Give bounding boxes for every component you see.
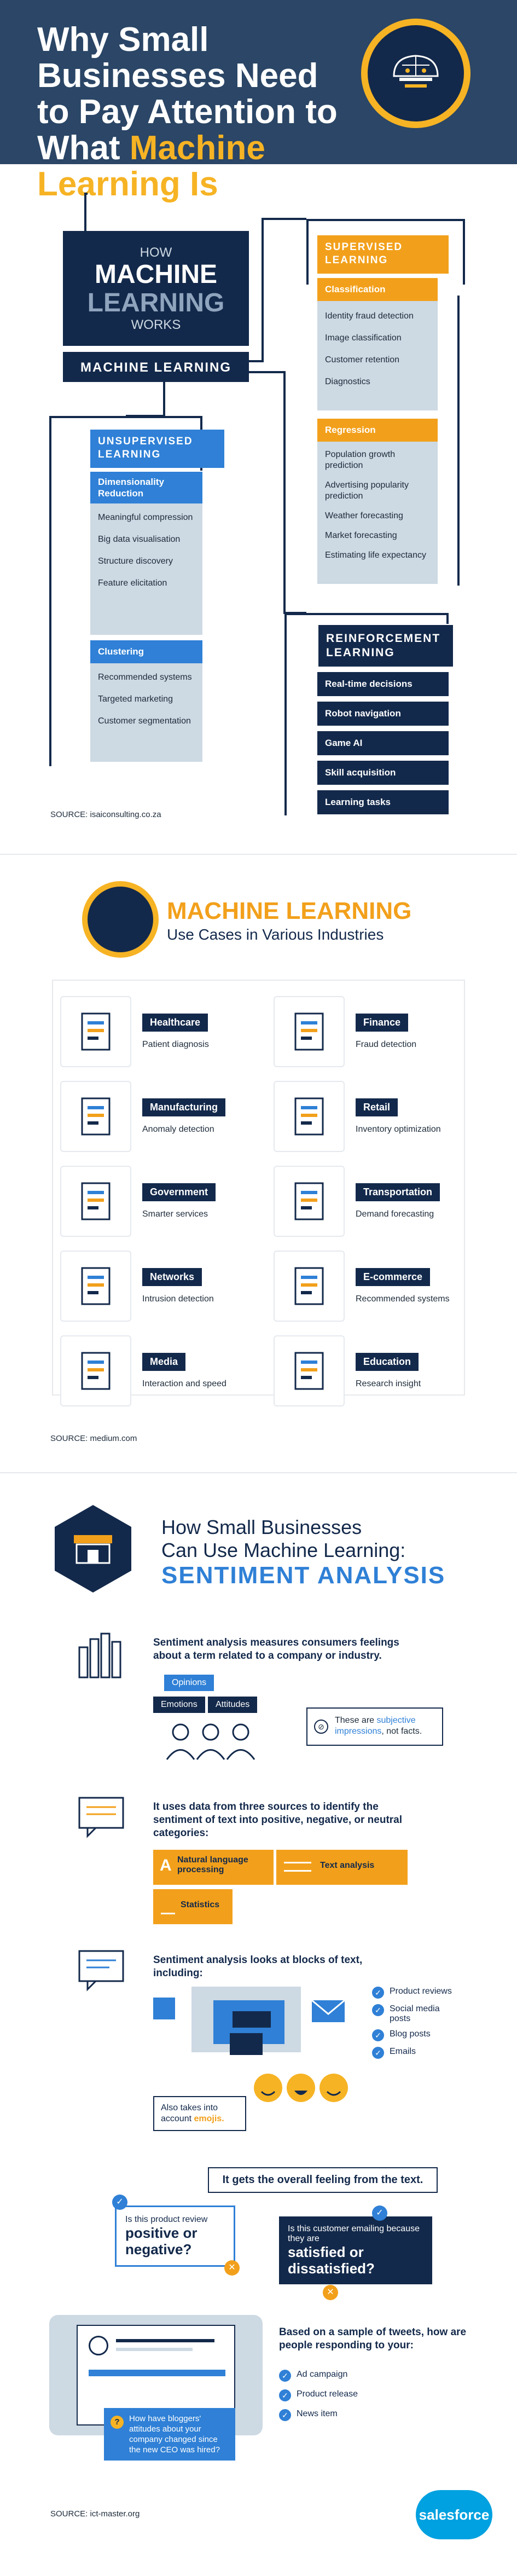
regression-label: Regression [317, 419, 438, 442]
section-divider [0, 854, 517, 855]
emoji-note-prefix: Also takes into account [161, 2103, 218, 2123]
title-line2: Can Use Machine Learning: [161, 1539, 406, 1561]
check-list-item [372, 2047, 460, 2059]
list-item: Meaningful compression [98, 513, 193, 522]
use-case-label: Retail [356, 1098, 398, 1116]
bloggers-text: How have bloggers' attitudes about your company changed since the new CEO was hired? [129, 2414, 220, 2455]
people-icon [159, 1718, 263, 1762]
reinforcement-title: REINFORCEMENT LEARNING [317, 624, 454, 668]
check-list-item [279, 2389, 410, 2401]
reinforcement-side-line [284, 624, 312, 815]
close-icon: ✕ [323, 2285, 338, 2300]
use-case-item [274, 1251, 492, 1327]
overall-feeling: It gets the overall feeling from the text. [208, 2167, 438, 2193]
list-item: Product release [297, 2389, 358, 2399]
list-item: Population growth prediction [325, 450, 396, 470]
use-case-description: Research insight [356, 1379, 421, 1388]
use-case-label: Media [142, 1353, 185, 1371]
sentiment-title [161, 1516, 445, 1587]
supervised-side-line [438, 296, 460, 586]
list-item: Ad campaign [297, 2370, 348, 2379]
classification-label: Classification [317, 278, 438, 301]
use-case-description: Fraud detection [356, 1040, 417, 1049]
use-case-description: Recommended systems [356, 1294, 450, 1304]
header-banner [0, 0, 517, 203]
list-item: Targeted marketing [98, 694, 173, 704]
list-item: Skill acquisition [317, 761, 449, 785]
list-item: Game AI [317, 731, 449, 755]
emoji-note-highlight: emojis. [194, 2114, 224, 2123]
emoji-faces-icon [252, 2069, 350, 2107]
document-icon [77, 1948, 126, 1992]
dimensionality-label: Dimensionality Reduction [90, 472, 202, 503]
list-item: Advertising popularity prediction [325, 481, 409, 501]
use-case-label: Education [356, 1353, 419, 1371]
no-icon: ⊘ [314, 1720, 328, 1734]
use-case-description: Anomaly detection [142, 1125, 214, 1134]
boxes-icon [274, 1081, 345, 1152]
content-blocks-illustration [153, 1987, 356, 2063]
question-icon: ? [111, 2416, 124, 2429]
question-2 [279, 2216, 432, 2284]
hero-line3: LEARNING [87, 288, 225, 317]
check-icon: ✓ [372, 2029, 384, 2041]
list-item: News item [297, 2409, 338, 2418]
use-case-description: Intrusion detection [142, 1294, 214, 1304]
use-case-item [60, 1251, 279, 1327]
check-icon: ✓ [112, 2195, 127, 2210]
bubble-attitudes: Attitudes [208, 1697, 257, 1713]
check-icon: ✓ [279, 2409, 291, 2421]
check-list-item [372, 2004, 460, 2024]
bar-chart-icon [77, 1631, 126, 1680]
check-list-item [372, 1987, 460, 1999]
chat-bubble-icon [77, 1795, 126, 1839]
dimensionality-list [90, 503, 202, 635]
road-icon [274, 1166, 345, 1237]
use-case-label: Manufacturing [142, 1098, 225, 1116]
use-case-label: Healthcare [142, 1014, 208, 1032]
clipboard-icon [60, 996, 131, 1067]
section-divider [0, 1472, 517, 1473]
use-case-description: Smarter services [142, 1209, 208, 1219]
check-icon: ✓ [372, 2205, 387, 2221]
check-icon: ✓ [372, 1987, 384, 1999]
para-4: Based on a sample of tweets, how are people responding to your: [279, 2326, 467, 2351]
blocks-list [372, 1987, 460, 2059]
list-item: Robot navigation [317, 702, 449, 726]
source-text: SOURCE: isaiconsulting.co.za [50, 810, 161, 819]
note-highlight: subjective impressions [335, 1716, 416, 1736]
clustering-list [90, 663, 202, 762]
list-item: Blog posts [390, 2029, 431, 2039]
unsupervised-title: UNSUPERVISED LEARNING [90, 430, 224, 468]
list-item: Customer segmentation [98, 716, 191, 726]
use-case-item [274, 1166, 492, 1242]
use-case-label: Networks [142, 1268, 202, 1286]
ml-bar: MACHINE LEARNING [63, 350, 249, 382]
q1-prefix: Is this product review [125, 2215, 208, 2224]
check-list-item [279, 2409, 410, 2421]
list-item: Market forecasting [325, 531, 397, 540]
list-item: Customer retention [325, 355, 400, 364]
para-1: Sentiment analysis measures consumers feelings about a term related to a company or industry. [153, 1637, 399, 1662]
brain-gear-icon [361, 19, 470, 128]
brain-gear-icon [82, 881, 159, 958]
source-statistics [153, 1889, 233, 1924]
question-1 [115, 2205, 235, 2267]
q1-main: positive or negative? [125, 2225, 197, 2257]
source-nlp [153, 1850, 274, 1885]
emoji-note [153, 2096, 246, 2131]
hero-line2: MACHINE [95, 260, 217, 289]
source-text-analysis [276, 1850, 408, 1885]
list-item: Learning tasks [317, 790, 449, 814]
use-case-item [60, 1081, 279, 1157]
page-title [37, 22, 344, 202]
hero-line1: HOW [140, 245, 172, 260]
salesforce-logo[interactable]: salesforce [416, 2490, 492, 2539]
capitol-icon [60, 1166, 131, 1237]
list-item: Structure discovery [98, 557, 173, 566]
q2-main: satisfied or dissatisfied? [288, 2244, 375, 2277]
note-suffix: , not facts. [381, 1727, 422, 1736]
robot-arm-icon [60, 1081, 131, 1152]
para-2: It uses data from three sources to identify the sentiment of text into positive, negative, or neutral categories: [153, 1801, 403, 1839]
use-case-item [274, 1081, 492, 1157]
list-item: Product reviews [390, 1987, 452, 1996]
bubble-opinions: Opinions [164, 1675, 214, 1691]
check-list-item [372, 2029, 460, 2041]
check-icon: ✓ [279, 2389, 291, 2401]
list-item: Image classification [325, 333, 402, 343]
stats-icon [161, 1899, 175, 1914]
list-item: Big data visualisation [98, 535, 181, 544]
use-case-item [274, 1335, 492, 1412]
use-case-label: Transportation [356, 1183, 440, 1201]
title-line1: How Small Businesses [161, 1516, 362, 1538]
source-label: Statistics [181, 1900, 220, 1909]
use-case-item [274, 996, 492, 1073]
list-item: Social media posts [390, 2004, 440, 2023]
check-icon: ✓ [372, 2047, 384, 2059]
list-item: Weather forecasting [325, 511, 403, 520]
use-case-label: Government [142, 1183, 216, 1201]
use-case-label: E-commerce [356, 1268, 430, 1286]
hero-line4: WORKS [131, 317, 181, 332]
source-text: SOURCE: ict-master.org [50, 2509, 140, 2519]
source-label: Text analysis [320, 1861, 375, 1870]
storefront-detail [71, 1532, 115, 1565]
unsupervised-side-line [49, 471, 88, 766]
text-lines-icon [284, 1862, 311, 1872]
clustering-label: Clustering [90, 640, 202, 663]
cart-icon [274, 1251, 345, 1322]
bubble-emotions: Emotions [153, 1697, 205, 1713]
q2-prefix: Is this customer emailing because they are [288, 2224, 420, 2243]
media-player-icon [60, 1335, 131, 1406]
credit-card-icon [274, 996, 345, 1067]
bloggers-question [104, 2408, 235, 2461]
title-part2: Is [190, 165, 218, 203]
supervised-title: SUPERVISED LEARNING [317, 235, 449, 274]
regression-list [317, 442, 438, 584]
note-box [306, 1707, 443, 1746]
check-icon: ✓ [372, 2004, 384, 2016]
classification-list [317, 301, 438, 410]
use-case-item [60, 1166, 279, 1242]
use-case-description: Demand forecasting [356, 1209, 434, 1219]
use-cases-title: MACHINE LEARNING [167, 898, 412, 924]
title-part1: Why Small Businesses Need to Pay Attention to What [37, 21, 338, 167]
source-text: SOURCE: medium.com [50, 1434, 137, 1443]
use-case-description: Patient diagnosis [142, 1040, 209, 1049]
use-case-description: Interaction and speed [142, 1379, 226, 1388]
use-case-label: Finance [356, 1014, 408, 1032]
tweet-list [279, 2370, 410, 2421]
title-line3: SENTIMENT ANALYSIS [161, 1562, 446, 1589]
use-cases-subtitle: Use Cases in Various Industries [167, 926, 384, 943]
pie-chart-icon [274, 1335, 345, 1406]
list-item: Emails [390, 2047, 416, 2056]
note-prefix: These are [335, 1716, 375, 1725]
check-icon: ✓ [279, 2370, 291, 2382]
list-item: Diagnostics [325, 377, 370, 386]
source-label: Natural language processing [177, 1855, 248, 1874]
list-item: Estimating life expectancy [325, 551, 426, 560]
use-case-item [60, 1335, 279, 1412]
list-item: Feature elicitation [98, 578, 167, 588]
list-item: Recommended systems [98, 673, 192, 682]
title-highlight: Machine Learning [37, 129, 265, 203]
use-case-item [60, 996, 279, 1073]
letter-a-icon: A [160, 1856, 172, 1874]
check-list-item [279, 2370, 410, 2382]
list-item: Real-time decisions [317, 672, 449, 696]
use-case-description: Inventory optimization [356, 1125, 441, 1134]
shield-icon [60, 1251, 131, 1322]
list-item: Identity fraud detection [325, 311, 414, 321]
para-3: Sentiment analysis looks at blocks of text, including: [153, 1954, 363, 1979]
close-icon: ✕ [224, 2260, 240, 2276]
